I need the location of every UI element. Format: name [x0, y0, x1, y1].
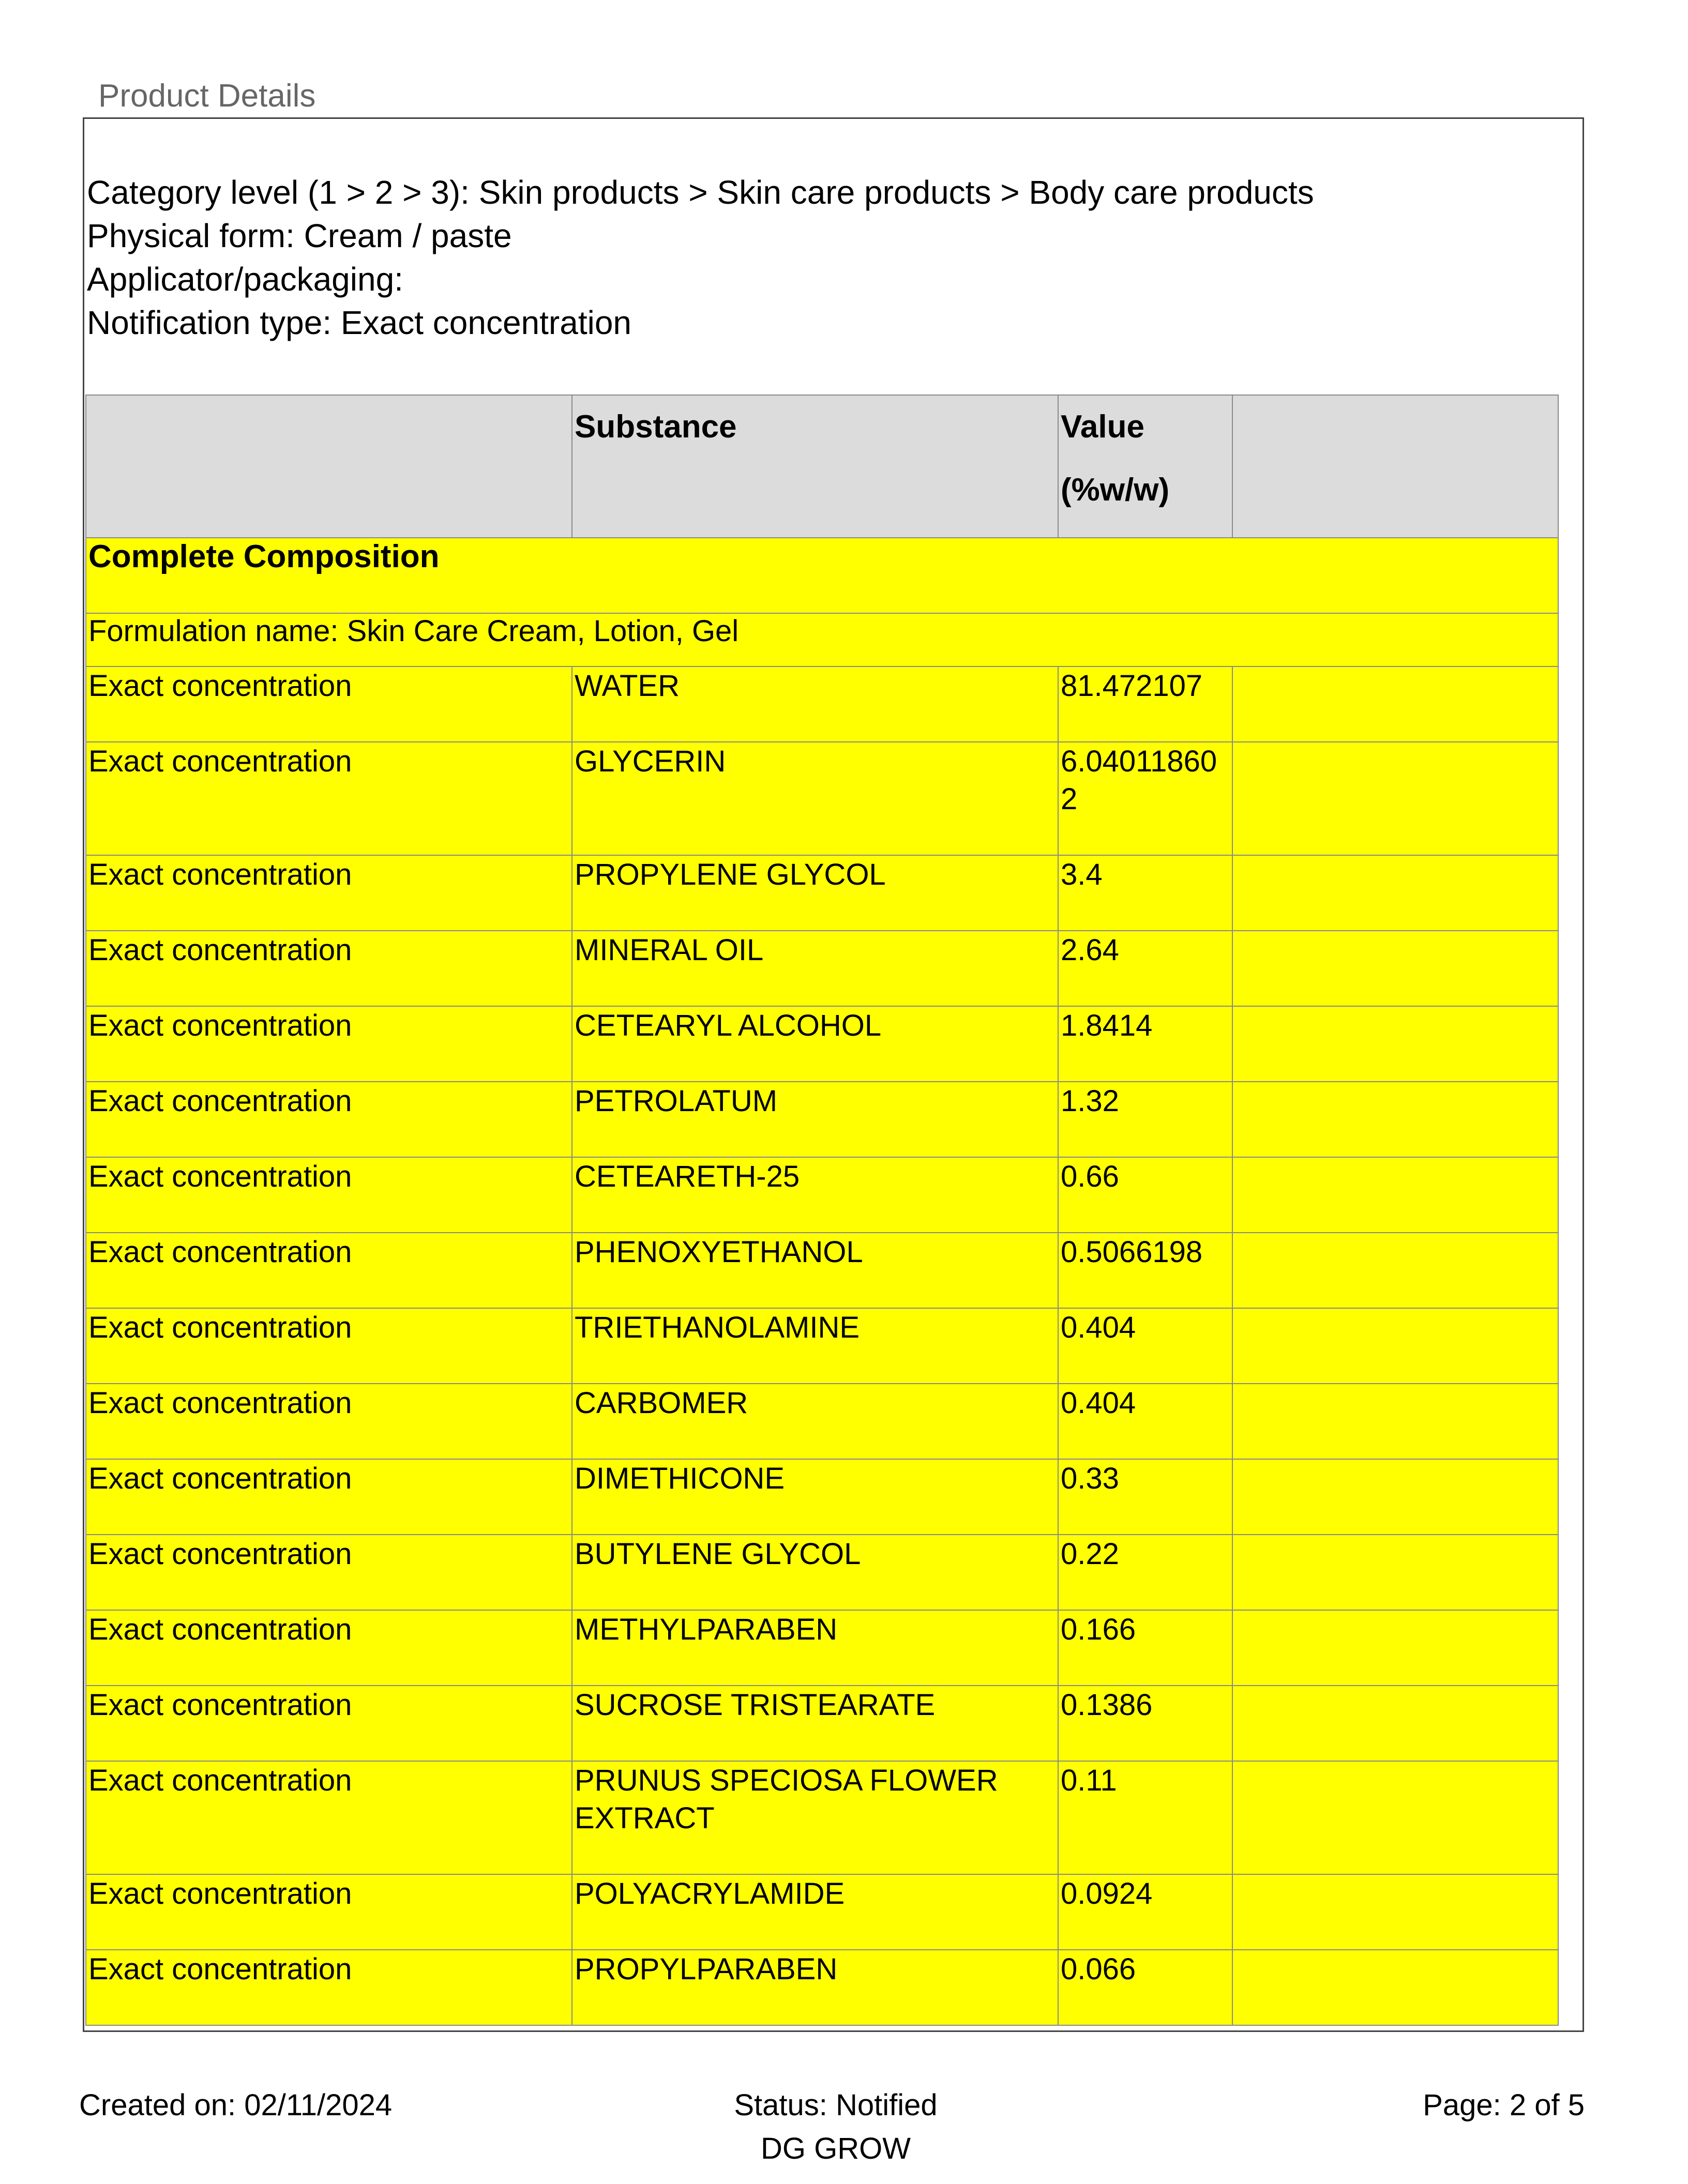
table-row — [86, 1610, 1558, 1686]
cell-substance: MINERAL OIL — [572, 931, 1058, 1006]
table-row — [86, 1761, 1558, 1874]
table-row — [86, 1874, 1558, 1950]
cell-extra — [1232, 1082, 1558, 1157]
section-title: Product Details — [98, 78, 316, 114]
cell-value: 0.0924 — [1058, 1874, 1232, 1950]
cell-substance: PROPYLPARABEN — [572, 1950, 1058, 2025]
notification-type-line: Notification type: Exact concentration — [87, 304, 631, 341]
cell-extra — [1232, 855, 1558, 931]
category-line: Category level (1 > 2 > 3): Skin products > Skin care products > Body care products — [87, 174, 1314, 211]
status-block — [706, 2084, 965, 2171]
table-row — [86, 1459, 1558, 1535]
cell-substance: SUCROSE TRISTEARATE — [572, 1686, 1058, 1761]
cell-substance: DIMETHICONE — [572, 1459, 1058, 1535]
cell-type: Exact concentration — [86, 1686, 572, 1761]
cell-type: Exact concentration — [86, 1384, 572, 1459]
table-row — [86, 1686, 1558, 1761]
cell-extra — [1232, 1157, 1558, 1233]
cell-extra — [1232, 1761, 1558, 1874]
table-row — [86, 1384, 1558, 1459]
table-header-row — [86, 395, 1558, 538]
header-extra — [1232, 395, 1558, 538]
cell-value: 81.472107 — [1058, 666, 1232, 742]
cell-substance: PHENOXYETHANOL — [572, 1233, 1058, 1308]
cell-value: 2.64 — [1058, 931, 1232, 1006]
cell-type: Exact concentration — [86, 1459, 572, 1535]
cell-value: 0.404 — [1058, 1308, 1232, 1384]
cell-extra — [1232, 1535, 1558, 1610]
table-row — [86, 1950, 1558, 2025]
cell-type: Exact concentration — [86, 1610, 572, 1686]
cell-value: 1.8414 — [1058, 1006, 1232, 1082]
cell-substance: CARBOMER — [572, 1384, 1058, 1459]
cell-value: 0.166 — [1058, 1610, 1232, 1686]
cell-substance: POLYACRYLAMIDE — [572, 1874, 1058, 1950]
applicator-line: Applicator/packaging: — [87, 261, 403, 298]
cell-value: 0.404 — [1058, 1384, 1232, 1459]
cell-value: 0.066 — [1058, 1950, 1232, 2025]
cell-value: 6.040118602 — [1058, 742, 1232, 855]
table-row — [86, 1308, 1558, 1384]
cell-extra — [1232, 1459, 1558, 1535]
cell-substance: CETEARYL ALCOHOL — [572, 1006, 1058, 1082]
cell-value: 0.5066198 — [1058, 1233, 1232, 1308]
header-value-unit: (%w/w) — [1061, 472, 1170, 508]
cell-type: Exact concentration — [86, 1082, 572, 1157]
cell-type: Exact concentration — [86, 1157, 572, 1233]
section-label: Complete Composition — [86, 538, 1558, 613]
cell-type: Exact concentration — [86, 855, 572, 931]
cell-substance: PRUNUS SPECIOSA FLOWER EXTRACT — [572, 1761, 1058, 1874]
cell-value: 0.66 — [1058, 1157, 1232, 1233]
physical-form-line: Physical form: Cream / paste — [87, 217, 512, 254]
cell-substance: CETEARETH-25 — [572, 1157, 1058, 1233]
cell-type: Exact concentration — [86, 1874, 572, 1950]
cell-extra — [1232, 1233, 1558, 1308]
cell-type: Exact concentration — [86, 1535, 572, 1610]
cell-value: 3.4 — [1058, 855, 1232, 931]
product-meta — [87, 171, 1314, 344]
formulation-name: Formulation name: Skin Care Cream, Lotion, Gel — [86, 613, 1558, 666]
cell-type: Exact concentration — [86, 1950, 572, 2025]
cell-value: 1.32 — [1058, 1082, 1232, 1157]
cell-substance: WATER — [572, 666, 1058, 742]
table-row — [86, 742, 1558, 855]
cell-type: Exact concentration — [86, 1761, 572, 1874]
header-substance: Substance — [572, 395, 1058, 538]
cell-type: Exact concentration — [86, 1006, 572, 1082]
cell-type: Exact concentration — [86, 742, 572, 855]
cell-type: Exact concentration — [86, 931, 572, 1006]
cell-extra — [1232, 1874, 1558, 1950]
table-row — [86, 1233, 1558, 1308]
header-type — [86, 395, 572, 538]
created-on: Created on: 02/11/2024 — [79, 2088, 393, 2122]
cell-type: Exact concentration — [86, 1308, 572, 1384]
table-row — [86, 1157, 1558, 1233]
section-row — [86, 538, 1558, 613]
table-row — [86, 666, 1558, 742]
cell-substance: BUTYLENE GLYCOL — [572, 1535, 1058, 1610]
cell-substance: PETROLATUM — [572, 1082, 1058, 1157]
table-row — [86, 1006, 1558, 1082]
table-row — [86, 931, 1558, 1006]
cell-value: 0.11 — [1058, 1761, 1232, 1874]
cell-extra — [1232, 1006, 1558, 1082]
cell-extra — [1232, 1308, 1558, 1384]
cell-extra — [1232, 742, 1558, 855]
cell-extra — [1232, 1610, 1558, 1686]
page-number: Page: 2 of 5 — [1423, 2088, 1585, 2122]
header-value — [1058, 395, 1232, 538]
cell-extra — [1232, 1950, 1558, 2025]
table-row — [86, 1082, 1558, 1157]
status-text: Status: Notified — [734, 2088, 938, 2122]
company-name: DG GROW — [761, 2132, 911, 2165]
cell-value: 0.33 — [1058, 1459, 1232, 1535]
cell-substance: GLYCERIN — [572, 742, 1058, 855]
cell-type: Exact concentration — [86, 666, 572, 742]
cell-extra — [1232, 1384, 1558, 1459]
cell-value: 0.22 — [1058, 1535, 1232, 1610]
cell-value: 0.1386 — [1058, 1686, 1232, 1761]
formulation-row — [86, 613, 1558, 666]
cell-substance: PROPYLENE GLYCOL — [572, 855, 1058, 931]
cell-substance: METHYLPARABEN — [572, 1610, 1058, 1686]
cell-type: Exact concentration — [86, 1233, 572, 1308]
cell-substance: TRIETHANOLAMINE — [572, 1308, 1058, 1384]
cell-extra — [1232, 666, 1558, 742]
table-row — [86, 1535, 1558, 1610]
cell-extra — [1232, 1686, 1558, 1761]
header-value-label: Value — [1061, 409, 1144, 445]
table-row — [86, 855, 1558, 931]
cell-extra — [1232, 931, 1558, 1006]
composition-table — [85, 395, 1559, 2026]
